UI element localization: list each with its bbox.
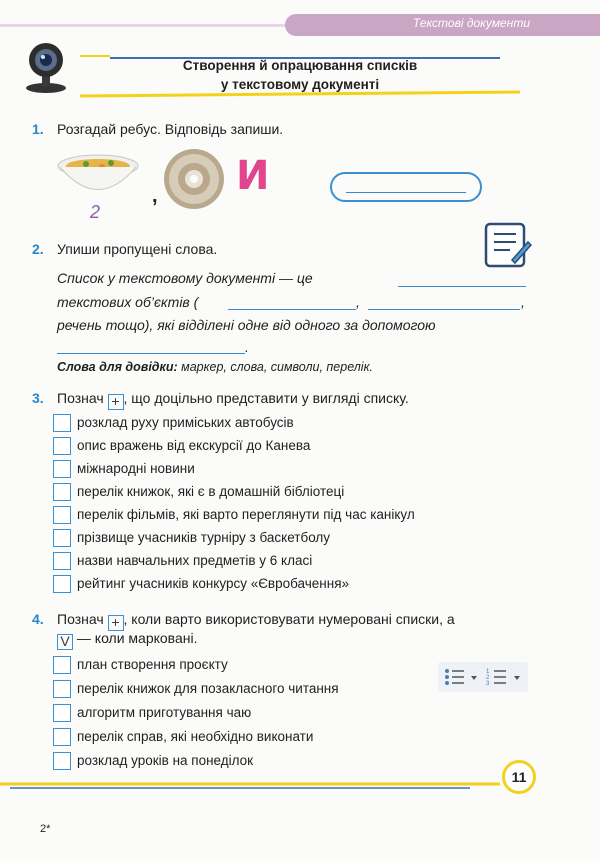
task2-line2-start: текстових об’єктів (: [57, 294, 199, 310]
checkbox[interactable]: [53, 437, 71, 455]
checkbox[interactable]: [53, 414, 71, 432]
rebus-sign: 2: [90, 202, 101, 222]
bullet-list-icon[interactable]: [444, 667, 480, 687]
task2-line4-end: .: [245, 339, 249, 355]
list-item-label: рейтинг учасників конкурсу «Євробачення»: [77, 576, 350, 591]
task3-text-before: Познач: [57, 390, 104, 406]
list-item-label: назви навчальних предметів у 6 класі: [77, 553, 313, 568]
list-item-label: перелік книжок для позакласного читання: [77, 681, 339, 696]
list-item-label: алгоритм приготування чаю: [77, 705, 252, 720]
task1-text: Розгадай ребус. Відповідь запиши.: [57, 121, 284, 137]
task1-number: 1.: [32, 121, 44, 137]
blank-2[interactable]: [228, 309, 356, 310]
header-rule: [0, 24, 290, 27]
task3-text-after: , що доцільно представити у вигляді списку.: [123, 390, 409, 406]
checkbox[interactable]: [53, 728, 71, 746]
list-item-label: прізвище учасників турніру з баскетболу: [77, 530, 331, 545]
rebus-comma: ,: [152, 185, 158, 207]
svg-text:1: 1: [486, 669, 490, 675]
plus-mark-box: +: [108, 394, 124, 410]
list-item-label: перелік фільмів, які варто переглянути під час канікул: [77, 507, 415, 522]
hint-words: маркер, слова, символи, перелік.: [181, 360, 373, 374]
checkbox[interactable]: [53, 460, 71, 478]
page-number: 11: [502, 760, 536, 794]
page-title-line2: у текстовому документі: [220, 77, 380, 92]
list-item-label: розклад уроків на понеділок: [77, 753, 254, 768]
blank-1[interactable]: [398, 286, 526, 287]
notepad-icon: [482, 220, 532, 270]
list-item-label: перелік справ, які необхідно виконати: [77, 729, 314, 744]
hint-label: Слова для довідки:: [57, 360, 178, 374]
task4-text-mid: , коли варто використовувати нумеровані списки, а: [123, 611, 455, 627]
print-signature: 2*: [40, 823, 51, 835]
checkbox[interactable]: [53, 552, 71, 570]
task2-line1: Список у текстовому документі — це: [57, 270, 313, 286]
rebus-letter: И: [236, 153, 270, 199]
task4-text-before: Познач: [57, 611, 104, 627]
plus-mark-box: +: [108, 615, 124, 631]
blank-3[interactable]: [368, 309, 520, 310]
webcam-icon: [18, 38, 74, 96]
checkbox[interactable]: [53, 529, 71, 547]
task2-comma-2: ,: [521, 294, 525, 310]
svg-text:3: 3: [486, 681, 490, 687]
blank-4[interactable]: [57, 353, 245, 354]
list-item-label: міжнародні новини: [77, 461, 195, 476]
checkbox[interactable]: [53, 506, 71, 524]
soup-bowl-icon: [56, 152, 140, 204]
section-header-title: Текстові документи: [412, 16, 530, 30]
checkbox[interactable]: [53, 752, 71, 770]
task2-line3: речень тощо), які відділені одне від одного за допомогою: [57, 317, 436, 333]
checkbox[interactable]: [53, 680, 71, 698]
page-title-line1: Створення й опрацювання списків: [182, 58, 418, 73]
list-toolbar: [438, 662, 528, 692]
checkbox[interactable]: [53, 656, 71, 674]
checkbox[interactable]: [53, 704, 71, 722]
task4-instruction: [57, 611, 537, 631]
hint-line: [57, 360, 373, 374]
task4-instruction-line2: [57, 630, 197, 650]
task4-text-end: — коли марковані.: [76, 630, 198, 646]
svg-text:2: 2: [486, 675, 490, 681]
list-item-label: перелік книжок, які є в домашній бібліотеці: [77, 484, 345, 499]
list-item-label: план створення проєкту: [77, 657, 228, 672]
cd-disc-icon: [163, 148, 225, 210]
task4-number: 4.: [32, 611, 44, 627]
task2-number: 2.: [32, 241, 44, 257]
list-item-label: розклад руху приміських автобусів: [77, 415, 294, 430]
v-mark-box: V: [57, 634, 73, 650]
numbered-list-icon[interactable]: [486, 667, 524, 687]
checkbox[interactable]: [53, 483, 71, 501]
task3-instruction: [57, 390, 409, 410]
list-item-label: опис вражень від екскурсії до Канева: [77, 438, 311, 453]
checkbox[interactable]: [53, 575, 71, 593]
task2-comma-1: ,: [356, 294, 360, 310]
task3-number: 3.: [32, 390, 44, 406]
task2-text: Упиши пропущені слова.: [57, 241, 218, 257]
answer-field[interactable]: [330, 172, 482, 202]
